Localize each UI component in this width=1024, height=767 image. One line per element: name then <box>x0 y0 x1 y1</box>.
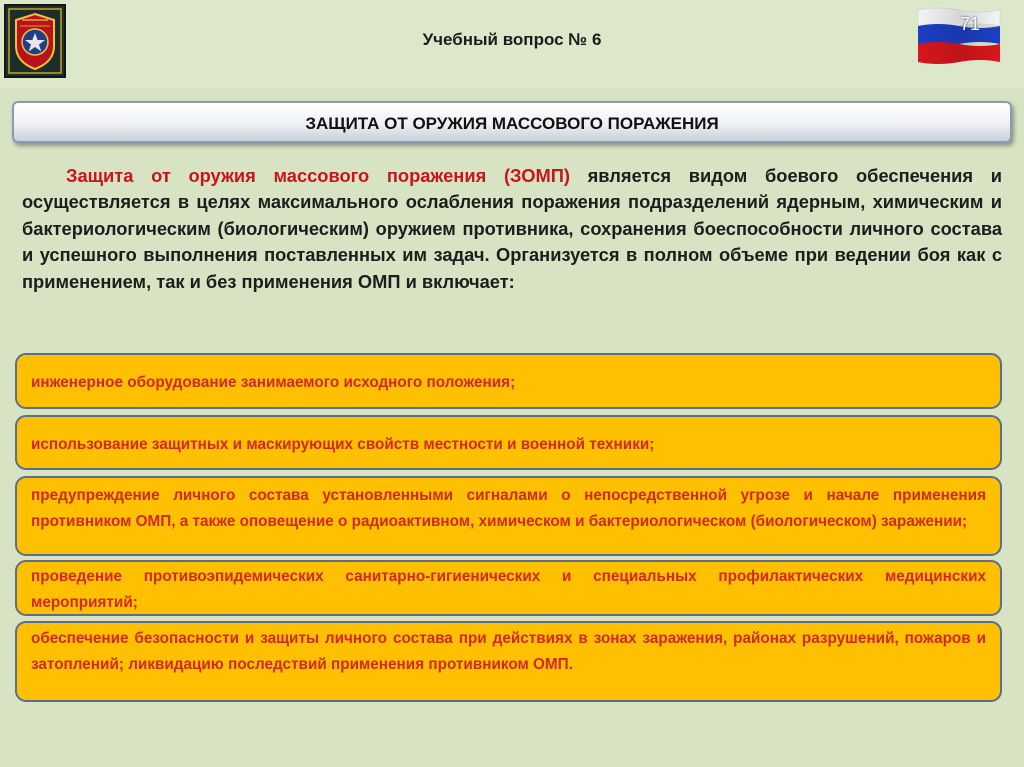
list-item <box>15 560 1002 616</box>
list-item-text: обеспечение безопасности и защиты личного состава при действиях в зонах заражения, районах разрушений, пожаров и затоплений; ликвидацию последствий применения противником ОМП. <box>31 630 986 673</box>
slide-title: ЗАЩИТА ОТ ОРУЖИЯ МАССОВОГО ПОРАЖЕНИЯ <box>305 114 719 133</box>
list-item <box>15 353 1002 409</box>
list-item-text: использование защитных и маскирующих свойств местности и военной техники; <box>31 436 655 453</box>
list-item-text: предупреждение личного состава установленными сигналами о непосредственной угрозе и начале применения противником ОМП, а также оповещение о радиоактивном, химическом и бактериологическом (биологическом) заражении; <box>31 487 986 530</box>
list-item-text: проведение противоэпидемических санитарно-гигиенических и специальных профилактических медицинских мероприятий; <box>31 568 986 611</box>
intro-highlight: Защита от оружия массового поражения (ЗОМП) <box>66 165 570 186</box>
list-item-text: инженерное оборудование занимаемого исходного положения; <box>31 374 516 391</box>
list-item <box>15 415 1002 470</box>
list-item <box>15 476 1002 556</box>
list-item <box>15 621 1002 702</box>
title-banner <box>12 101 1012 143</box>
intro-text: является видом боевого обеспечения и осуществляется в целях максимального ослабления поражения подразделений ядерным, химическим и бактериологическим (биологическим) оружием противника, сохранения боеспособности личного состава и успешного выполнения поставленных им задач. Организуется в полном объеме при ведении боя как с применением, так и без применения ОМП и включает: <box>22 165 1002 292</box>
page-number: 71 <box>959 14 981 34</box>
slide-label: Учебный вопрос № 6 <box>422 30 602 49</box>
intro-paragraph <box>22 163 1002 295</box>
